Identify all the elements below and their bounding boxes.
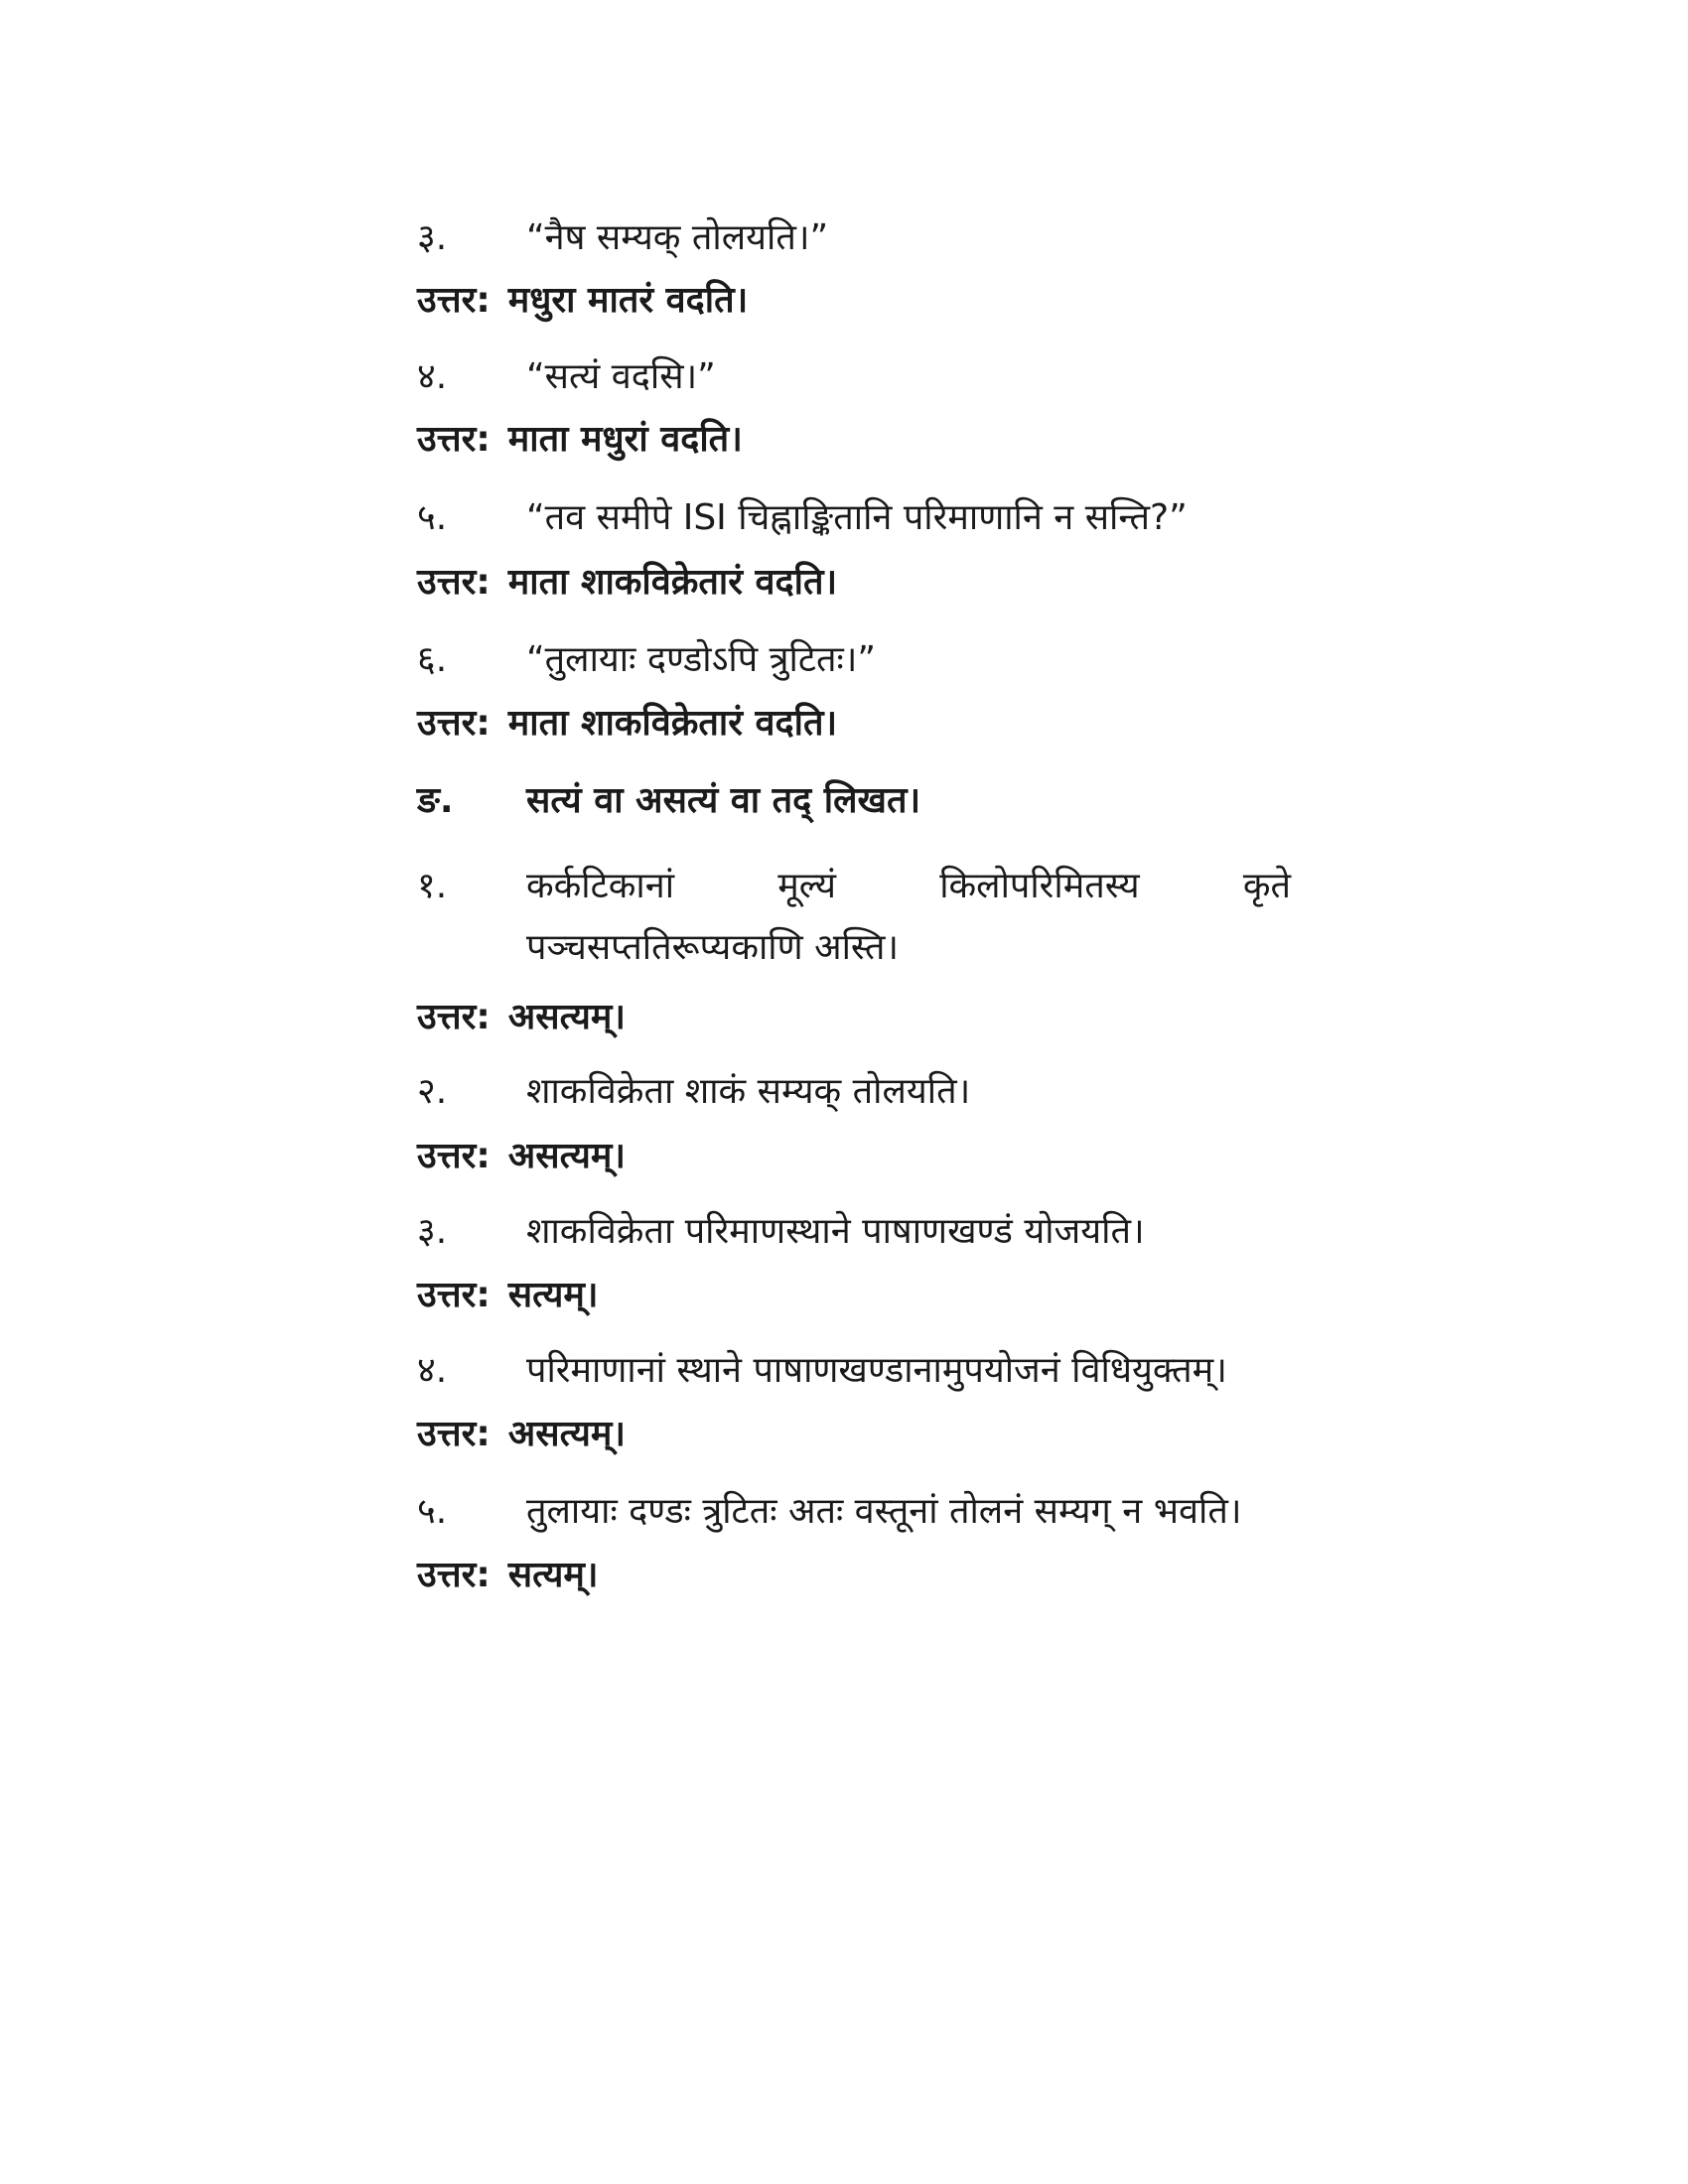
statement-number: २. [417, 1071, 448, 1112]
answer-row [417, 276, 1271, 326]
answer-row [417, 1132, 1271, 1181]
statement-word: कर्कटिकानां [526, 866, 675, 906]
answer-text: माता मधुरां वदति। [507, 419, 743, 460]
section-title: सत्यं वा असत्यं वा तद् लिखत। [526, 780, 921, 821]
question-number: ३. [417, 217, 448, 258]
answer-text: माता शाकविक्रेतारं वदति। [507, 562, 838, 603]
answer-row [417, 993, 1271, 1042]
answer-label: उत्तर: [417, 1555, 491, 1595]
statement-text: परिमाणानां स्थाने पाषाणखण्डानामुपयोजनं विधियुक्तम्। [526, 1350, 1227, 1391]
answer-text: असत्यम्। [507, 1414, 627, 1454]
answer-row [417, 558, 1271, 608]
question-text: “तुलायाः दण्डोऽपि त्रुटितः।” [526, 639, 877, 680]
statement-number: ५. [417, 1491, 448, 1532]
statement-number: ४. [417, 1350, 448, 1391]
answer-row [417, 415, 1271, 465]
answer-row [417, 699, 1271, 749]
statement-text: शाकविक्रेता परिमाणस्थाने पाषाणखण्डं योजयति। [526, 1211, 1145, 1252]
question-text: “तव समीपे ISI चिह्नाङ्कितानि परिमाणानि न सन्ति?” [526, 497, 1188, 538]
answer-label: उत्तर: [417, 1414, 491, 1454]
answer-row [417, 1410, 1271, 1459]
answer-label: उत्तर: [417, 419, 491, 460]
answer-text: माता शाकविक्रेतारं वदति। [507, 703, 838, 744]
statement-text-line1 [526, 862, 1291, 911]
statement-word: कृते [1242, 866, 1291, 906]
question-number: ५. [417, 497, 448, 538]
statement-text-line2: पञ्चसप्ततिरूप्यकाणि अस्ति। [526, 927, 900, 968]
answer-label: उत्तर: [417, 1275, 491, 1315]
answer-label: उत्तर: [417, 1136, 491, 1176]
answer-text: सत्यम्। [507, 1555, 599, 1595]
answer-label: उत्तर: [417, 997, 491, 1037]
answer-label: उत्तर: [417, 562, 491, 603]
answer-text: सत्यम्। [507, 1275, 599, 1315]
answer-text: मधुरा मातरं वदति। [507, 280, 749, 321]
statement-number: ३. [417, 1211, 448, 1252]
question-text: “सत्यं वदसि।” [526, 356, 716, 397]
answer-text: असत्यम्। [507, 997, 627, 1037]
statement-text: तुलायाः दण्डः त्रुटितः अतः वस्तूनां तोलनं सम्यग् न भवति। [526, 1491, 1242, 1532]
question-text: “नैष सम्यक् तोलयति।” [526, 217, 829, 258]
statement-number: १. [417, 866, 448, 906]
answer-text: असत्यम्। [507, 1136, 627, 1176]
statement-word: मूल्यं [777, 866, 837, 906]
answer-label: उत्तर: [417, 280, 491, 321]
statement-text: शाकविक्रेता शाकं सम्यक् तोलयति। [526, 1071, 971, 1112]
answer-row [417, 1551, 1271, 1600]
question-number: ६. [417, 639, 448, 680]
answer-label: उत्तर: [417, 703, 491, 744]
section-number: ङ. [417, 780, 454, 821]
question-number: ४. [417, 356, 448, 397]
answer-row [417, 1271, 1271, 1320]
statement-word: किलोपरिमितस्य [939, 866, 1140, 906]
